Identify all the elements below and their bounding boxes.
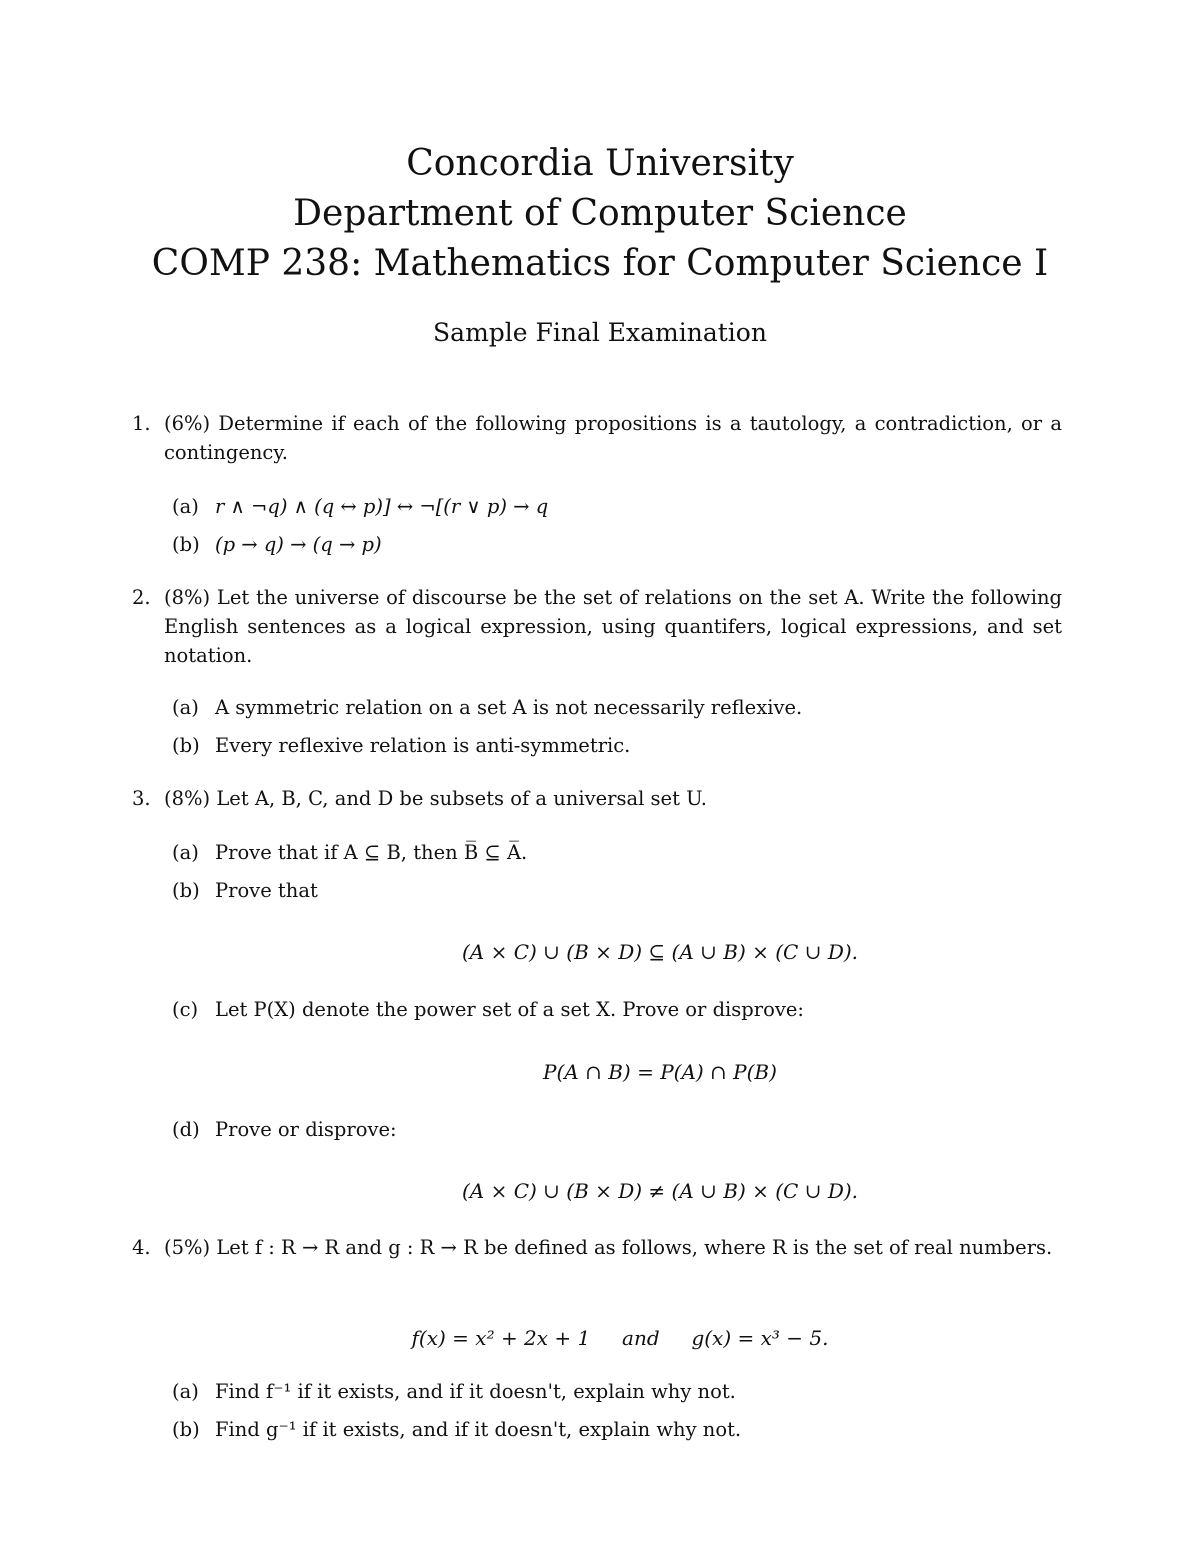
question-2-part-b [172, 731, 1062, 760]
question-text: (5%) Let f : R → R and g : R → R be defined as follows, where R is the set of real numbers. [164, 1236, 1053, 1259]
part-label: (b) [172, 879, 200, 902]
part-text: Let P(X) denote the power set of a set X. Prove or disprove: [215, 998, 804, 1021]
question-1-part-a [172, 492, 1062, 521]
question-4 [132, 1233, 1062, 1262]
part-label: (a) [172, 696, 199, 719]
question-4-part-a [172, 1377, 1062, 1406]
question-3-part-c [172, 995, 1062, 1024]
part-text: Find g⁻¹ if it exists, and if it doesn't, explain why not. [215, 1418, 742, 1441]
part-text: Prove or disprove: [215, 1118, 397, 1141]
part-label: (b) [172, 1418, 200, 1441]
part-label: (a) [172, 1380, 199, 1403]
part-text: Find f⁻¹ if it exists, and if it doesn't, explain why not. [215, 1380, 736, 1403]
part-text: Prove that [215, 879, 318, 902]
display-equation-4: f(x) = x² + 2x + 1 and g(x) = x³ − 5. [411, 1326, 829, 1350]
course-title: COMP 238: Mathematics for Computer Science I [151, 243, 1049, 284]
part-text: (p → q) → (q → p) [215, 533, 382, 556]
part-text: Every reflexive relation is anti-symmetric. [215, 734, 631, 757]
part-text: A symmetric relation on a set A is not necessarily reflexive. [215, 696, 803, 719]
question-2 [132, 583, 1062, 670]
part-label: (a) [172, 841, 199, 864]
question-4-part-b [172, 1415, 1062, 1444]
part-text: r ∧ ¬q) ∧ (q ↔ p)] ↔ ¬[(r ∨ p) → q [215, 495, 549, 518]
question-3-part-b [172, 876, 1062, 905]
question-1-part-b [172, 530, 1062, 559]
question-3-part-d [172, 1115, 1062, 1144]
question-1 [132, 409, 1062, 467]
question-2-part-a [172, 693, 1062, 722]
exam-subtitle: Sample Final Examination [433, 318, 767, 347]
part-label: (b) [172, 533, 200, 556]
question-text: (8%) Let A, B, C, and D be subsets of a universal set U. [164, 787, 707, 810]
part-label: (d) [172, 1118, 200, 1141]
question-number: 1. [132, 412, 151, 435]
department-title: Department of Computer Science [293, 193, 907, 234]
display-equation-3c: P(A ∩ B) = P(A) ∩ P(B) [543, 1060, 777, 1084]
question-3 [132, 784, 1062, 813]
display-equation-3d: (A × C) ∪ (B × D) ≠ (A ∪ B) × (C ∪ D). [461, 1179, 859, 1203]
question-text: (8%) Let the universe of discourse be the set of relations on the set A. Write the following English sentences as a logical expression, using quantifers, logical expressions, and set notation. [164, 586, 1062, 667]
display-equation-3b: (A × C) ∪ (B × D) ⊆ (A ∪ B) × (C ∪ D). [461, 940, 859, 964]
part-label: (b) [172, 734, 200, 757]
question-number: 3. [132, 787, 151, 810]
part-label: (a) [172, 495, 199, 518]
question-3-part-a [172, 838, 1062, 867]
question-number: 2. [132, 586, 151, 609]
question-number: 4. [132, 1236, 151, 1259]
question-text: (6%) Determine if each of the following propositions is a tautology, a contradiction, or a contingency. [164, 412, 1062, 464]
part-text: Prove that if A ⊆ B, then B̅ ⊆ A̅. [215, 841, 528, 864]
university-title: Concordia University [406, 143, 794, 184]
part-label: (c) [172, 998, 199, 1021]
